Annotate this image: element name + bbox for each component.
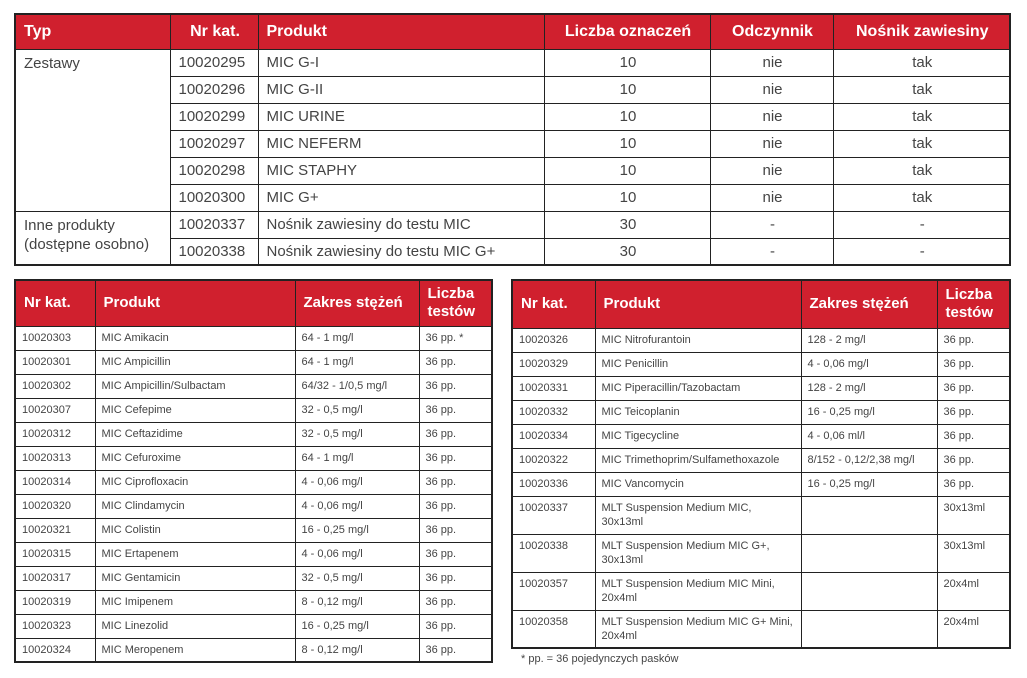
concentration-range: 32 - 0,5 mg/l [295, 398, 419, 422]
concentration-range: 4 - 0,06 mg/l [295, 494, 419, 518]
test-count: 36 pp. [937, 424, 1010, 448]
catalog-number: 10020337 [512, 496, 595, 534]
catalog-number: 10020314 [15, 470, 95, 494]
concentration-range [801, 572, 937, 610]
test-count: 10 [544, 103, 710, 130]
concentration-range: 8 - 0,12 mg/l [295, 638, 419, 662]
col-header-produkt: Produkt [595, 280, 801, 328]
reagent-flag: nie [710, 157, 833, 184]
product-name: MIC Ampicillin [95, 350, 295, 374]
catalog-number: 10020338 [512, 534, 595, 572]
kits-table [14, 13, 1011, 266]
col-header-nosnik: Nośnik zawiesiny [833, 14, 1010, 49]
table-row [512, 424, 1010, 448]
product-name: MIC Imipenem [95, 590, 295, 614]
product-name: MLT Suspension Medium MIC Mini, 20x4ml [595, 572, 801, 610]
concentration-range: 4 - 0,06 mg/l [295, 542, 419, 566]
table-row [15, 494, 492, 518]
col-header-odczynnik: Odczynnik [710, 14, 833, 49]
product-name: MIC G+ [258, 184, 544, 211]
left-table-header [15, 280, 492, 326]
table-row [15, 398, 492, 422]
table-row [512, 534, 1010, 572]
test-count: 36 pp. [419, 542, 492, 566]
product-name: Nośnik zawiesiny do testu MIC [258, 211, 544, 238]
table-row [512, 472, 1010, 496]
product-name: MIC Nitrofurantoin [595, 328, 801, 352]
antibiotic-table-left [14, 279, 493, 663]
reagent-flag: nie [710, 103, 833, 130]
concentration-range: 64 - 1 mg/l [295, 350, 419, 374]
test-count: 10 [544, 76, 710, 103]
test-count: 36 pp. [937, 472, 1010, 496]
catalog-number: 10020331 [512, 376, 595, 400]
test-count: 10 [544, 157, 710, 184]
test-count: 36 pp. [419, 494, 492, 518]
medium-flag: tak [833, 184, 1010, 211]
test-count: 36 pp. [419, 350, 492, 374]
product-name: MIC Gentamicin [95, 566, 295, 590]
product-name: Nośnik zawiesiny do testu MIC G+ [258, 238, 544, 265]
test-count: 30 [544, 211, 710, 238]
test-count: 36 pp. [419, 566, 492, 590]
catalog-number: 10020296 [170, 76, 258, 103]
concentration-range: 4 - 0,06 mg/l [801, 352, 937, 376]
type-cell: Inne produkty (dostępne osobno) [15, 211, 170, 265]
antibiotic-table-right [511, 279, 1011, 649]
test-count: 10 [544, 130, 710, 157]
product-name: MIC Colistin [95, 518, 295, 542]
product-name: MLT Suspension Medium MIC G+, 30x13ml [595, 534, 801, 572]
catalog-number: 10020315 [15, 542, 95, 566]
catalog-number: 10020357 [512, 572, 595, 610]
medium-flag: - [833, 238, 1010, 265]
reagent-flag: - [710, 238, 833, 265]
catalog-number: 10020332 [512, 400, 595, 424]
test-count: 36 pp. [419, 422, 492, 446]
medium-flag: tak [833, 49, 1010, 76]
table-row [15, 49, 1010, 76]
table-row [15, 326, 492, 350]
concentration-range: 8 - 0,12 mg/l [295, 590, 419, 614]
medium-flag: tak [833, 76, 1010, 103]
col-header-liczba-testow: Liczba testów [937, 280, 1010, 328]
concentration-range: 16 - 0,25 mg/l [295, 614, 419, 638]
product-name: MIC STAPHY [258, 157, 544, 184]
product-name: MIC Penicillin [595, 352, 801, 376]
test-count: 36 pp. * [419, 326, 492, 350]
test-count: 10 [544, 184, 710, 211]
test-count: 36 pp. [419, 374, 492, 398]
catalog-number: 10020298 [170, 157, 258, 184]
product-name: MIC URINE [258, 103, 544, 130]
table-row [15, 470, 492, 494]
test-count: 30x13ml [937, 534, 1010, 572]
medium-flag: tak [833, 103, 1010, 130]
test-count: 36 pp. [419, 590, 492, 614]
table-row [15, 614, 492, 638]
table-row [15, 350, 492, 374]
col-header-zakres: Zakres stężeń [801, 280, 937, 328]
product-name: MIC Ceftazidime [95, 422, 295, 446]
right-table-header [512, 280, 1010, 328]
medium-flag: tak [833, 157, 1010, 184]
product-name: MIC NEFERM [258, 130, 544, 157]
product-name: MLT Suspension Medium MIC, 30x13ml [595, 496, 801, 534]
catalog-number: 10020321 [15, 518, 95, 542]
table-row [15, 422, 492, 446]
catalog-number: 10020297 [170, 130, 258, 157]
product-name: MIC Ampicillin/Sulbactam [95, 374, 295, 398]
reagent-flag: nie [710, 76, 833, 103]
catalog-number: 10020326 [512, 328, 595, 352]
table-row [512, 328, 1010, 352]
test-count: 36 pp. [937, 328, 1010, 352]
product-name: MIC Meropenem [95, 638, 295, 662]
concentration-range: 16 - 0,25 mg/l [295, 518, 419, 542]
test-count: 30x13ml [937, 496, 1010, 534]
catalog-number: 10020323 [15, 614, 95, 638]
concentration-range [801, 496, 937, 534]
catalog-number: 10020336 [512, 472, 595, 496]
concentration-range: 4 - 0,06 ml/l [801, 424, 937, 448]
test-count: 36 pp. [419, 398, 492, 422]
table-row [512, 400, 1010, 424]
test-count: 20x4ml [937, 610, 1010, 648]
catalog-number: 10020301 [15, 350, 95, 374]
concentration-range: 8/152 - 0,12/2,38 mg/l [801, 448, 937, 472]
table-row [512, 352, 1010, 376]
table-row [512, 610, 1010, 648]
test-count: 30 [544, 238, 710, 265]
catalog-number: 10020334 [512, 424, 595, 448]
product-name: MIC Ertapenem [95, 542, 295, 566]
catalog-number: 10020319 [15, 590, 95, 614]
kits-table-header [15, 14, 1010, 49]
reagent-flag: nie [710, 49, 833, 76]
test-count: 20x4ml [937, 572, 1010, 610]
test-count: 36 pp. [937, 400, 1010, 424]
table-row [512, 572, 1010, 610]
concentration-range: 4 - 0,06 mg/l [295, 470, 419, 494]
table-row [15, 590, 492, 614]
col-header-liczba-testow: Liczba testów [419, 280, 492, 326]
product-name: MIC Teicoplanin [595, 400, 801, 424]
concentration-range: 128 - 2 mg/l [801, 328, 937, 352]
concentration-range: 64/32 - 1/0,5 mg/l [295, 374, 419, 398]
product-name: MIC Piperacillin/Tazobactam [595, 376, 801, 400]
catalog-number: 10020312 [15, 422, 95, 446]
product-name: MIC Ciprofloxacin [95, 470, 295, 494]
col-header-nr-kat: Nr kat. [170, 14, 258, 49]
col-header-nr-kat: Nr kat. [512, 280, 595, 328]
product-name: MIC Amikacin [95, 326, 295, 350]
col-header-nr-kat: Nr kat. [15, 280, 95, 326]
col-header-produkt: Produkt [258, 14, 544, 49]
test-count: 36 pp. [937, 376, 1010, 400]
table-row [15, 566, 492, 590]
test-count: 36 pp. [419, 518, 492, 542]
test-count: 36 pp. [937, 448, 1010, 472]
product-name: MIC G-I [258, 49, 544, 76]
product-name: MIC Vancomycin [595, 472, 801, 496]
product-name: MIC G-II [258, 76, 544, 103]
table-row [15, 542, 492, 566]
product-name: MLT Suspension Medium MIC G+ Mini, 20x4ml [595, 610, 801, 648]
medium-flag: - [833, 211, 1010, 238]
table-row [512, 448, 1010, 472]
col-header-typ: Typ [15, 14, 170, 49]
product-name: MIC Clindamycin [95, 494, 295, 518]
product-name: MIC Linezolid [95, 614, 295, 638]
catalog-number: 10020337 [170, 211, 258, 238]
footnote: * pp. = 36 pojedynczych pasków [521, 653, 679, 665]
catalog-number: 10020322 [512, 448, 595, 472]
type-cell: Zestawy [15, 49, 170, 211]
table-row [15, 211, 1010, 238]
catalog-number: 10020317 [15, 566, 95, 590]
test-count: 36 pp. [419, 638, 492, 662]
concentration-range [801, 610, 937, 648]
concentration-range: 16 - 0,25 mg/l [801, 400, 937, 424]
col-header-liczba-oznaczen: Liczba oznaczeń [544, 14, 710, 49]
col-header-produkt: Produkt [95, 280, 295, 326]
product-name: MIC Cefuroxime [95, 446, 295, 470]
table-row [512, 496, 1010, 534]
catalog-number: 10020320 [15, 494, 95, 518]
test-count: 10 [544, 49, 710, 76]
catalog-number: 10020338 [170, 238, 258, 265]
table-row [15, 374, 492, 398]
product-name: MIC Tigecycline [595, 424, 801, 448]
catalog-number: 10020303 [15, 326, 95, 350]
catalog-number: 10020299 [170, 103, 258, 130]
catalog-number: 10020358 [512, 610, 595, 648]
concentration-range [801, 534, 937, 572]
col-header-zakres: Zakres stężeń [295, 280, 419, 326]
test-count: 36 pp. [419, 446, 492, 470]
catalog-number: 10020302 [15, 374, 95, 398]
table-row [15, 518, 492, 542]
concentration-range: 128 - 2 mg/l [801, 376, 937, 400]
table-row [15, 638, 492, 662]
catalog-number: 10020295 [170, 49, 258, 76]
product-name: MIC Cefepime [95, 398, 295, 422]
test-count: 36 pp. [419, 470, 492, 494]
test-count: 36 pp. [937, 352, 1010, 376]
concentration-range: 32 - 0,5 mg/l [295, 422, 419, 446]
catalog-number: 10020329 [512, 352, 595, 376]
medium-flag: tak [833, 130, 1010, 157]
table-row [15, 446, 492, 470]
test-count: 36 pp. [419, 614, 492, 638]
reagent-flag: nie [710, 184, 833, 211]
concentration-range: 64 - 1 mg/l [295, 326, 419, 350]
reagent-flag: - [710, 211, 833, 238]
reagent-flag: nie [710, 130, 833, 157]
table-row [512, 376, 1010, 400]
concentration-range: 16 - 0,25 mg/l [801, 472, 937, 496]
product-name: MIC Trimethoprim/Sulfamethoxazole [595, 448, 801, 472]
concentration-range: 64 - 1 mg/l [295, 446, 419, 470]
catalog-number: 10020313 [15, 446, 95, 470]
concentration-range: 32 - 0,5 mg/l [295, 566, 419, 590]
catalog-number: 10020324 [15, 638, 95, 662]
catalog-number: 10020300 [170, 184, 258, 211]
catalog-number: 10020307 [15, 398, 95, 422]
